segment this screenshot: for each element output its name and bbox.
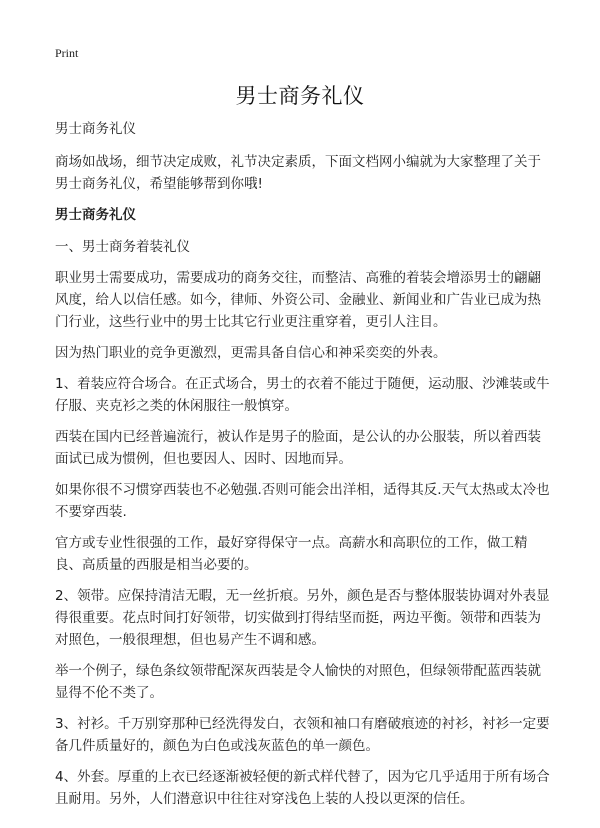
paragraph: 3、衬衫。千万别穿那种已经洗得发白，衣领和袖口有磨破痕迹的衬衫，衬衫一定要备几件质量好的，颜色为白色或浅灰蓝色的单一颜色。 [55, 716, 550, 754]
paragraph: 职业男士需要成功，需要成功的商务交往，而整洁、高雅的着装会增添男士的翩翩风度，给人以信任感。如今，律师、外资公司、金融业、新闻业和广告业已成为热门行业，这些行业中的男士比其它行业更注重穿着，更引人注目。 [55, 270, 541, 330]
paragraph: 官方或专业性很强的工作，最好穿得保守一点。高薪水和高职位的工作，做工精良、高质量的西服是相当必要的。 [55, 535, 528, 573]
paragraph: 2、领带。应保持清洁无暇，无一丝折痕。另外，颜色是否与整体服装协调对外表显得很重要。花点时间打好领带，切实做到打得结坚而挺，两边平衡。领带和西装为对照色，一般很理想，但也易产生不调和感。 [55, 588, 550, 648]
print-link[interactable]: Print [55, 46, 79, 60]
intro-paragraph: 商场如战场，细节决定成败，礼节决定素质，下面文档网小编就为大家整理了关于男士商务礼仪，希望能够帮到你哦! [55, 154, 541, 192]
paragraph: 西装在国内已经普遍流行，被认作是男子的脸面，是公认的办公服装，所以着西装面试已成为惯例，但也要因人、因时、因地而异。 [55, 429, 541, 467]
paragraph: 因为热门职业的竞争更激烈，更需具备自信心和神采奕奕的外表。 [55, 345, 447, 361]
page-title: 男士商务礼仪 [235, 84, 365, 108]
paragraph: 1、着装应符合场合。在正式场合，男士的衣着不能过于随便，运动服、沙滩装或牛仔服、夹克衫之类的休闲服往一般慎穿。 [55, 376, 550, 414]
article-body [55, 118, 552, 819]
document-subtitle: 男士商务礼仪 [55, 121, 136, 137]
paragraph: 如果你很不习惯穿西装也不必勉强.否则可能会出洋相，适得其反.天气太热或太冷也不要穿西装. [55, 482, 550, 520]
paragraph: 4、外套。厚重的上衣已经逐渐被轻便的新式样代替了，因为它几乎适用于所有场合且耐用。另外，人们潜意识中往往对穿浅色上装的人投以更深的信任。 [55, 769, 550, 807]
section-subheading: 一、男士商务着装礼仪 [55, 239, 190, 255]
paragraph: 举一个例子，绿色条纹领带配深灰西装是令人愉快的对照色，但绿领带配蓝西装就显得不伦不类了。 [55, 663, 541, 701]
section-heading: 男士商务礼仪 [55, 207, 136, 223]
